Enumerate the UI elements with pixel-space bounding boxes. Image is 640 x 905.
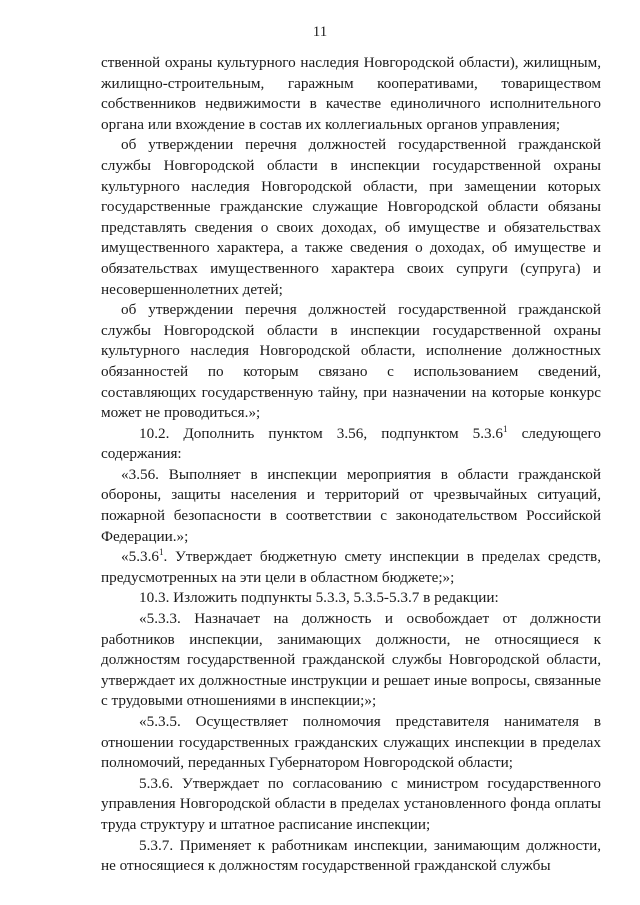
paragraph-5-3-6-1-tail: . Утверждает бюджетную смету инспекции в пределах средств, предусмотренных на эти цели в областном бюджете;»;: [101, 548, 601, 586]
paragraph-5-3-6-1-head: «5.3.6: [121, 548, 159, 566]
paragraph-10-2-tail: следующего содержания:: [101, 424, 601, 463]
paragraph-10-2: [101, 424, 601, 465]
paragraph-5-3-3: «5.3.3. Назначает на должность и освобождает от должности работников инспекции, занимающих должности, не относящиеся к должностям государственной гражданской службы Новгородской области, утверждает их должностные инструкции и решает иные вопросы, связанные с трудовыми отношениями в инспекции;»;: [101, 610, 601, 710]
superscript: 1: [158, 547, 164, 558]
paragraph-10-2-text: 10.2. Дополнить пунктом 3.56, подпунктом 5.3.6: [139, 424, 504, 442]
superscript: 1: [503, 423, 508, 434]
paragraph-5-3-5: «5.3.5. Осуществляет полномочия представителя нанимателя в отношении государственных гражданских служащих инспекции в пределах полномочий, переданных Губернатором Новгородской области;: [101, 713, 601, 772]
paragraph-5-3-6: 5.3.6. Утверждает по согласованию с министром государственного управления Новгородской области в пределах установленного фонда оплаты труда структуру и штатное расписание инспекции;: [101, 774, 601, 833]
paragraph-5-3-7: 5.3.7. Применяет к работникам инспекции, занимающим должности, не относящиеся к должностям государственной гражданской службы: [101, 836, 601, 875]
paragraph-3-56: «3.56. Выполняет в инспекции мероприятия в области гражданской обороны, защиты населения и территорий от чрезвычайных ситуаций, пожарной безопасности в соответствии с законодательством Российской Федерации.»;: [101, 465, 601, 545]
paragraph-list-2: об утверждении перечня должностей государственной гражданской службы Новгородской области в инспекции государственной охраны культурного наследия Новгородской области, исполнение должностных обязанностей по которым связано с использованием сведений, составляющих государственную тайну, при назначении на которые конкурс может не проводиться.»;: [101, 301, 601, 422]
page-number: 11: [312, 24, 328, 40]
paragraph-list-1: об утверждении перечня должностей государственной гражданской службы Новгородской области в инспекции государственной охраны культурного наследия Новгородской области, при замещении которых государственные гражданские служащие Новгородской области обязаны представлять сведения о своих доходах, об имуществе и обязательствах имущественного характера, а также сведения о доходах, об имуществе и обязательствах имущественного характера своих супруги (супруга) и несовершеннолетних детей;: [101, 136, 601, 298]
paragraph-5-3-6-1: [101, 547, 601, 588]
paragraph-10-3: 10.3. Изложить подпункты 5.3.3, 5.3.5-5.3.7 в редакции:: [139, 589, 499, 607]
paragraph-continuation: ственной охраны культурного наследия Новгородской области), жилищным, жилищно-строительным, гаражным кооперативами, товариществом собственников недвижимости в качестве единоличного исполнительного органа или вхождение в состав их коллегиальных органов управления;: [101, 54, 601, 133]
document-body: [101, 53, 601, 877]
